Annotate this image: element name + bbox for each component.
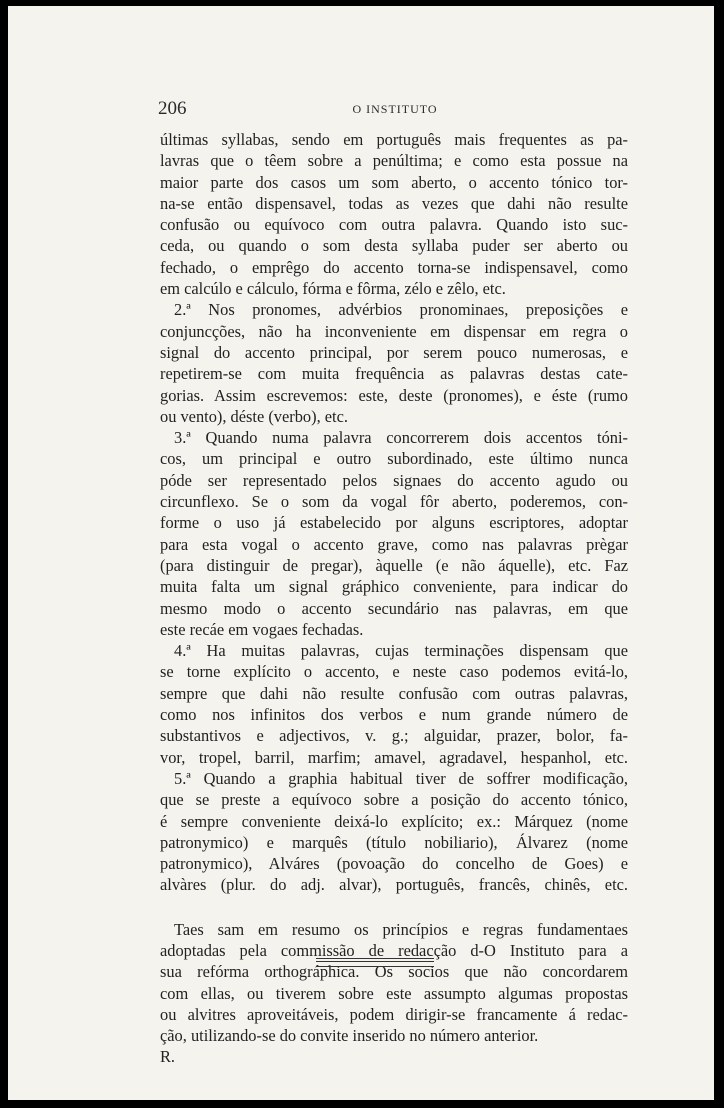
page: [8, 6, 714, 1100]
text-line: patronymico), Alváres (povoação do concelho de Goes) e: [160, 854, 628, 874]
text-line: signal do accento principal, por serem pouco numerosas, e: [160, 342, 628, 362]
text-line: confusão ou equívoco com outra palavra. Quando isto suc-: [160, 215, 628, 235]
closing-line: sua refórma orthográphica. Os socios que não concordarem: [160, 962, 628, 982]
text-line: muita falta um signal gráphico conveniente, para indicar do: [160, 577, 628, 597]
text-line: conjuncções, não ha inconveniente em dispensar em regra o: [160, 321, 628, 341]
text-line: fechado, o emprêgo do accento torna-se indispensavel, como: [160, 257, 628, 277]
text-line: que se preste a equívoco sobre a posição do accento tónico,: [160, 790, 628, 810]
text-line: é sempre conveniente deixá-lo explícito; ex.: Márquez (nome: [160, 811, 628, 831]
closing-line: Taes sam em resumo os princípios e regras fundamentaes: [174, 919, 628, 939]
text-line: ceda, ou quando o som desta syllaba puder ser aberto ou: [160, 236, 628, 256]
text-line: repetirem-se com muita frequência as palavras destas cate-: [160, 364, 628, 384]
text-line: lavras que o têem sobre a penúltima; e como esta possue na: [160, 151, 628, 171]
closing-line: ção, utilizando-se do convite inserido no número anterior.: [160, 1026, 539, 1046]
closing-rule: [316, 958, 434, 962]
text-line: se torne explícito o accento, e neste caso podemos evitá-lo,: [160, 662, 628, 682]
text-line: ou vento), déste (verbo), etc.: [160, 406, 348, 426]
text-line: 5.ª Quando a graphia habitual tiver de soffrer modificação,: [174, 768, 628, 788]
text-line: vor, tropel, barril, marfim; amavel, agradavel, hespanhol, etc.: [160, 747, 628, 767]
running-title: O INSTITUTO: [352, 102, 438, 116]
page-number: 206: [158, 98, 187, 119]
body-text: [160, 129, 628, 1068]
text-line: alvàres (plur. do adj. alvar), português, francês, chinês, etc.: [160, 875, 628, 895]
paragraph-gap: [160, 896, 628, 919]
closing-line: ou alvitres aproveitáveis, podem dirigir-se francamente á redac-: [160, 1004, 628, 1024]
text-line: 2.ª Nos pronomes, advérbios pronominaes, preposições e: [174, 300, 628, 320]
text-line: póde ser representado pelos signaes do accento agudo ou: [160, 470, 628, 490]
text-line: 4.ª Ha muitas palavras, cujas terminações dispensam que: [174, 641, 628, 661]
text-line: sempre que dahi não resulte confusão com outras palavras,: [160, 683, 628, 703]
text-line: 3.ª Quando numa palavra concorrerem dois accentos tóni-: [174, 428, 628, 448]
closing-line: com ellas, ou tiverem sobre este assumpto algumas propostas: [160, 983, 628, 1003]
page-header: [158, 98, 632, 122]
text-line: mesmo modo o accento secundário nas palavras, em que: [160, 598, 628, 618]
text-line: como nos infinitos dos verbos e num grande número de: [160, 705, 628, 725]
text-line: últimas syllabas, sendo em português mais frequentes as pa-: [160, 130, 628, 149]
text-line: na-se então dispensavel, todas as vezes que dahi não resulte: [160, 193, 628, 213]
text-line: patronymico) e marquês (título nobiliario), Álvarez (nome: [160, 832, 628, 852]
text-line: (para distinguir de pregar), àquelle (e não áquelle), etc. Faz: [160, 555, 628, 575]
text-line: para esta vogal o accento grave, como nas palavras prègar: [160, 534, 628, 554]
text-line: maior parte dos casos um som aberto, o accento tónico tor-: [160, 172, 628, 192]
text-line: gorias. Assim escrevemos: este, deste (pronomes), e éste (rumo: [160, 385, 628, 405]
text-line: circunflexo. Se o som da vogal fôr aberto, poderemos, con-: [160, 492, 628, 512]
text-line: substantivos e adjectivos, v. g.; alguidar, prazer, bolor, fa-: [160, 726, 628, 746]
closing-rule-lower: [316, 966, 434, 967]
closing-line: adoptadas pela commissão de redacção d-O Instituto para a: [160, 940, 628, 960]
signature: R.: [160, 1047, 176, 1067]
text-line: este recáe em vogaes fechadas.: [160, 619, 364, 639]
text-line: cos, um principal e outro subordinado, este último nunca: [160, 449, 628, 469]
text-line: forme o uso já estabelecido por alguns escriptores, adoptar: [160, 513, 628, 533]
text-line: em calcúlo e cálculo, fórma e fôrma, zélo e zêlo, etc.: [160, 279, 506, 299]
